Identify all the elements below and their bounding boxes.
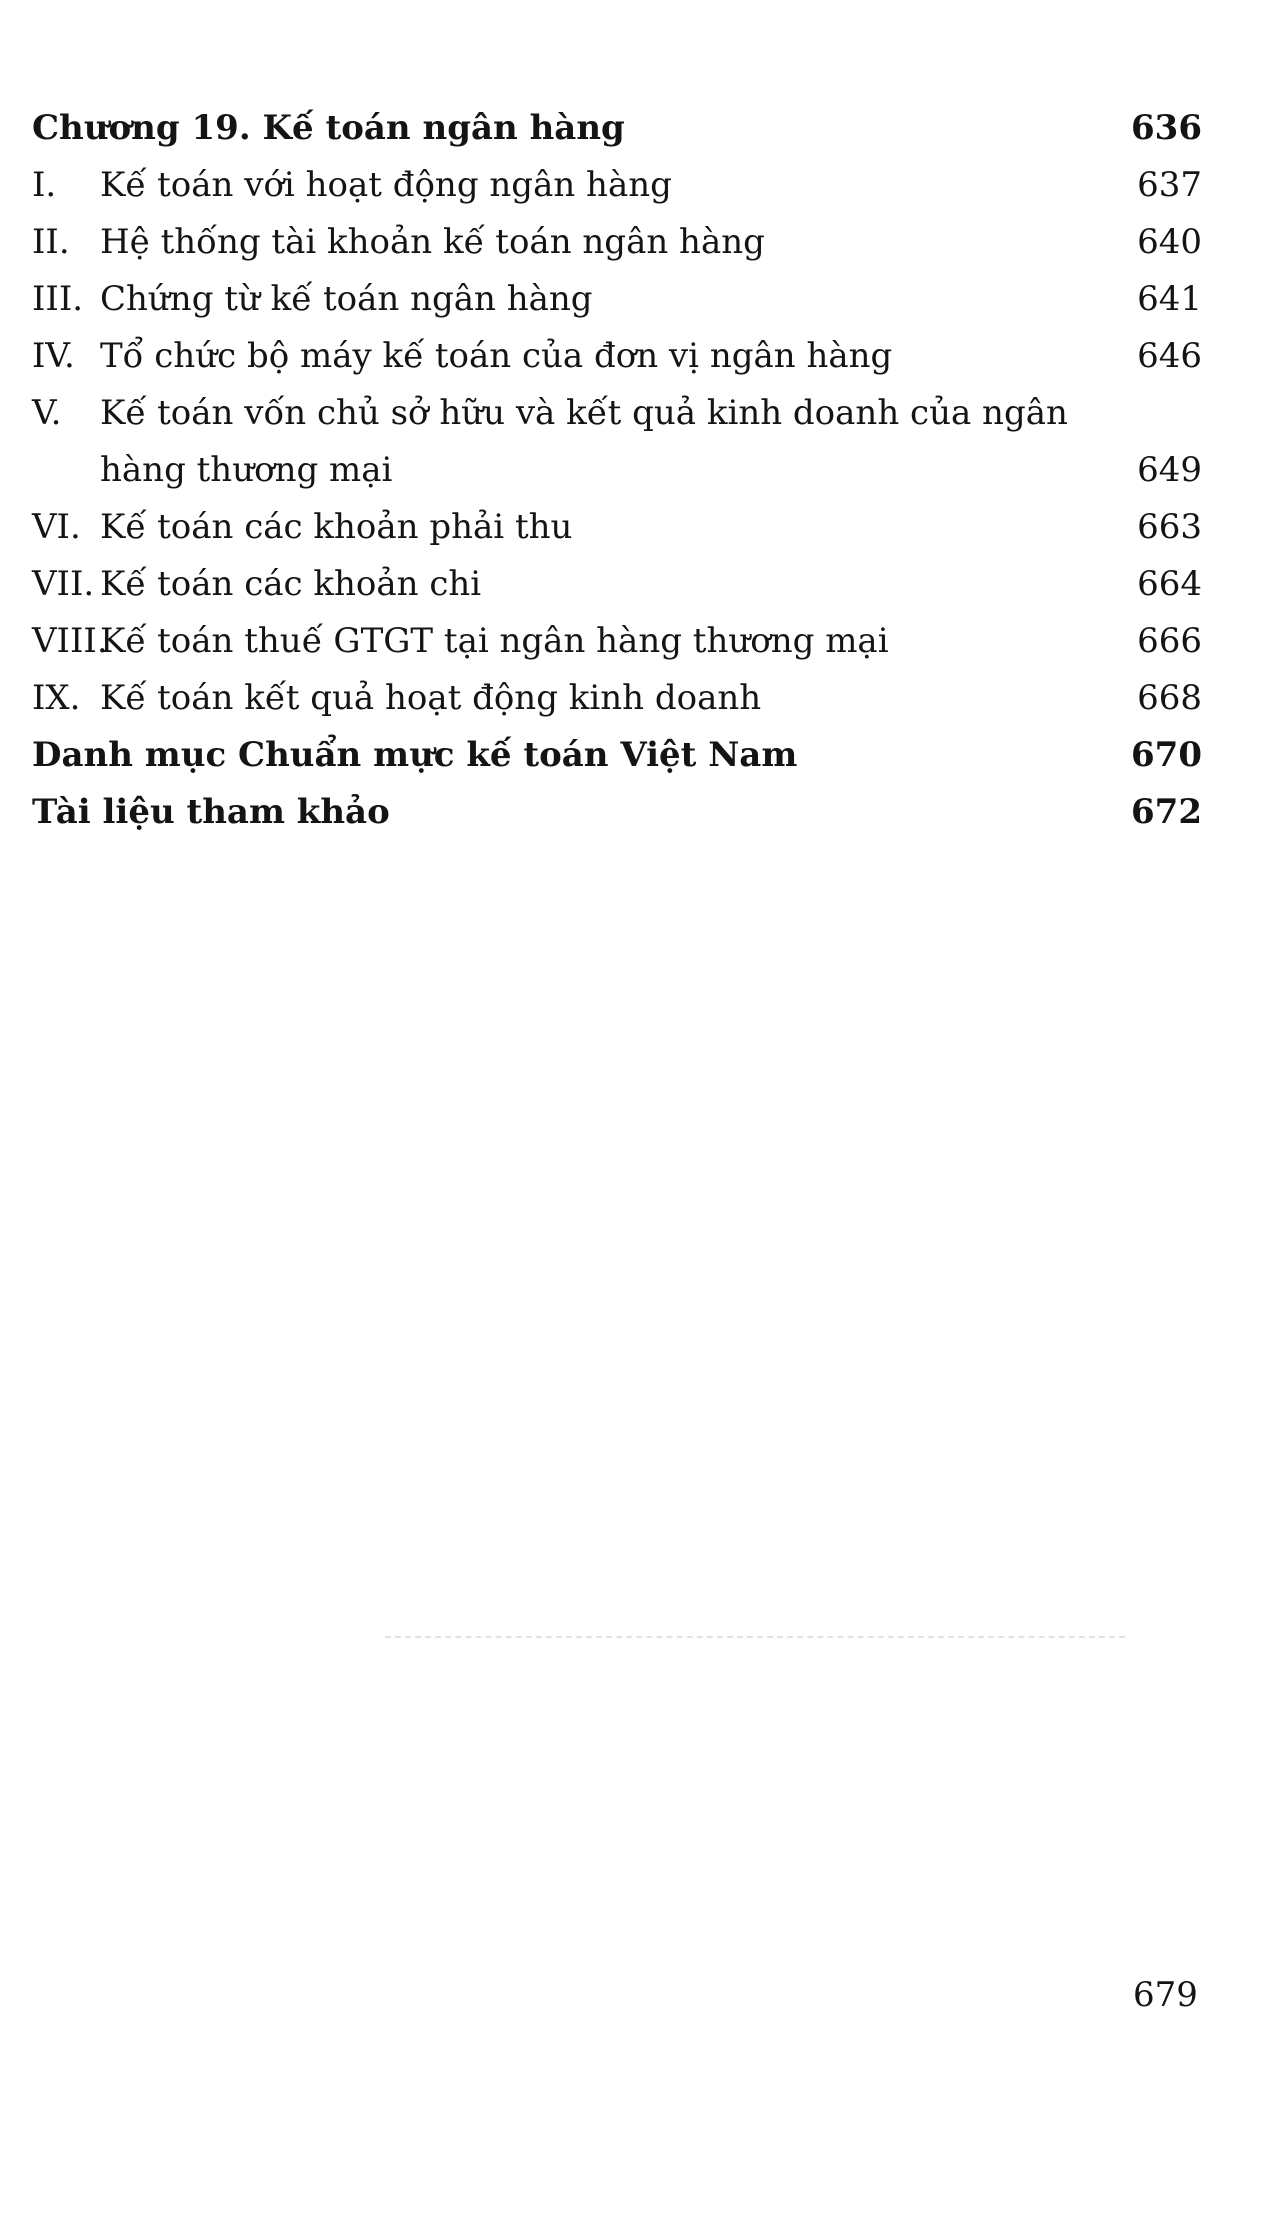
toc-entry-title: Tổ chức bộ máy kế toán của đơn vị ngân hàng — [100, 336, 893, 376]
toc-entry-number: II. — [32, 222, 70, 262]
toc-entry-2 — [32, 214, 1202, 271]
toc-entry-8 — [32, 613, 1202, 670]
toc-entry-number: III. — [32, 279, 84, 319]
toc-entry-number: V. — [32, 393, 62, 433]
toc-entry-references — [32, 784, 1202, 841]
toc-entry-title: Kế toán vốn chủ sở hữu và kết quả kinh doanh của ngân — [100, 393, 1068, 433]
toc-entry-1 — [32, 157, 1202, 214]
toc-entry-title: Hệ thống tài khoản kế toán ngân hàng — [100, 222, 765, 262]
toc-entry-title: Tài liệu tham khảo — [32, 792, 390, 832]
toc-entry-page: 664 — [1137, 564, 1202, 604]
toc-entry-page: 672 — [1131, 792, 1202, 832]
toc-entry-3 — [32, 271, 1202, 328]
toc-entry-page: 666 — [1137, 621, 1202, 661]
toc-entry-page: 646 — [1137, 336, 1202, 376]
toc-entry-standards-list — [32, 727, 1202, 784]
toc-entry-number: VII. — [32, 564, 95, 604]
toc-entry-title: Kế toán thuế GTGT tại ngân hàng thương mại — [100, 621, 889, 661]
toc-entry-title: Kế toán kết quả hoạt động kinh doanh — [100, 678, 762, 718]
toc-entry-page: 649 — [1137, 450, 1202, 490]
toc-entry-title: Chứng từ kế toán ngân hàng — [100, 279, 593, 319]
toc-entry-5 — [32, 385, 1202, 442]
toc-entry-page: 640 — [1137, 222, 1202, 262]
toc-entry-6 — [32, 499, 1202, 556]
toc-entry-number: VIII. — [32, 621, 108, 661]
toc-entry-page: 668 — [1137, 678, 1202, 718]
toc-entry-title: Danh mục Chuẩn mực kế toán Việt Nam — [32, 735, 798, 775]
toc-entry-number: IV. — [32, 336, 75, 376]
page-number: 679 — [1133, 1975, 1198, 2015]
toc-entry-number: VI. — [32, 507, 81, 547]
toc-entry-4 — [32, 328, 1202, 385]
toc-entry-number: IX. — [32, 678, 81, 718]
toc-entry-page: 641 — [1137, 279, 1202, 319]
toc-entry-page: 663 — [1137, 507, 1202, 547]
toc-entry-chapter-19 — [32, 100, 1202, 157]
toc-entry-page: 636 — [1131, 108, 1202, 148]
toc-entry-7 — [32, 556, 1202, 613]
toc-entry-5-continued — [32, 442, 1202, 499]
table-of-contents — [32, 100, 1202, 841]
toc-entry-title: Kế toán các khoản phải thu — [100, 507, 573, 547]
toc-entry-number: I. — [32, 165, 57, 205]
toc-entry-title: Kế toán với hoạt động ngân hàng — [100, 165, 672, 205]
toc-entry-page: 670 — [1131, 735, 1202, 775]
toc-entry-page: 637 — [1137, 165, 1202, 205]
toc-entry-9 — [32, 670, 1202, 727]
show-through-rule — [385, 1636, 1125, 1638]
toc-entry-title: Kế toán các khoản chi — [100, 564, 482, 604]
toc-entry-title-continued: hàng thương mại — [100, 450, 393, 490]
toc-entry-title: Chương 19. Kế toán ngân hàng — [32, 108, 625, 148]
